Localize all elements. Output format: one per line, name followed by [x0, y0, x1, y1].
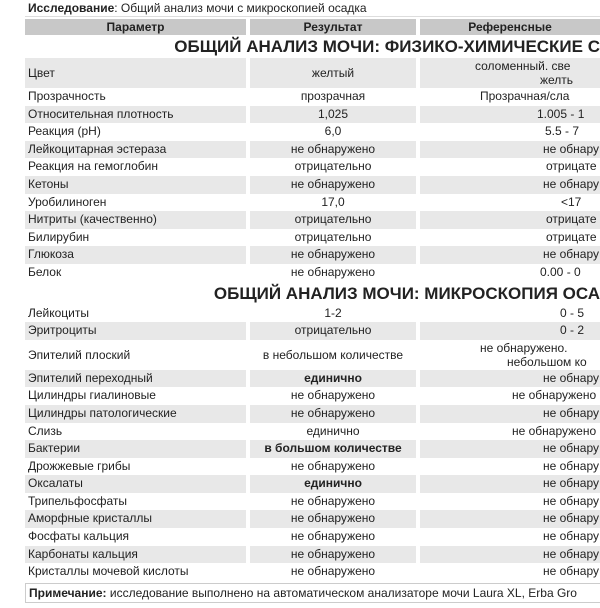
- report: [25, 0, 600, 603]
- param-cell: Кристаллы мочевой кислоты: [28, 564, 189, 579]
- table-row: [25, 194, 600, 212]
- reference-cell: [420, 563, 600, 581]
- table-row: [25, 405, 600, 423]
- reference-line: 0 - 5: [560, 305, 585, 320]
- result-cell: единично: [306, 423, 360, 438]
- reference-cell: [420, 387, 600, 405]
- reference-cell: [420, 58, 600, 88]
- reference-line: не обнару: [543, 511, 600, 526]
- table-row: [25, 158, 600, 176]
- reference-cell: [420, 264, 600, 282]
- reference-line: не обнаружено: [512, 388, 597, 403]
- param-cell: Аморфные кристаллы: [25, 510, 246, 528]
- table-row: [25, 123, 600, 141]
- result-cell: отрицательно: [294, 159, 372, 174]
- table-row: [25, 211, 600, 229]
- result-cell: прозрачная: [300, 89, 366, 103]
- param-cell: Относительная плотность: [25, 106, 246, 124]
- result-cell: 1-2: [324, 305, 342, 320]
- header-param: Параметр: [25, 19, 246, 35]
- reference-line: не обнаружено: [512, 423, 597, 438]
- param-cell: Фосфаты кальция: [28, 529, 130, 544]
- result-cell: не обнаружено: [250, 405, 416, 423]
- result-cell: не обнаружено: [290, 493, 376, 508]
- table-row: [25, 387, 600, 405]
- table-row: [25, 440, 600, 458]
- reference-line: не обнару: [543, 405, 600, 420]
- result-cell: не обнаружено: [290, 388, 376, 403]
- table-row: [25, 106, 600, 124]
- result-cell: в большом количестве: [250, 440, 416, 458]
- reference-line: не обнару: [543, 476, 600, 491]
- table-body: [25, 35, 600, 581]
- note: [25, 583, 600, 603]
- param-cell: Нитриты (качественно): [25, 211, 246, 229]
- reference-cell: [420, 475, 600, 493]
- result-cell: не обнаружено: [290, 564, 376, 579]
- param-cell: Цилиндры гиалиновые: [28, 388, 156, 403]
- table-row: [25, 322, 600, 340]
- table-row: [25, 176, 600, 194]
- study-label: Исследование: [28, 1, 115, 15]
- reference-line: не обнару: [543, 564, 600, 579]
- param-cell: Слизь: [28, 423, 63, 438]
- param-cell: Цилиндры патологические: [25, 405, 246, 423]
- param-cell: Прозрачность: [28, 89, 106, 103]
- result-cell: единично: [250, 370, 416, 388]
- param-cell: Лейкоцитарная эстераза: [25, 141, 246, 159]
- reference-line: отрицате: [546, 159, 597, 174]
- section-title: ОБЩИЙ АНАЛИЗ МОЧИ: МИКРОСКОПИЯ ОСА: [213, 283, 600, 303]
- reference-cell: [420, 229, 600, 247]
- param-cell: Цвет: [25, 58, 246, 88]
- result-cell: отрицательно: [250, 322, 416, 340]
- reference-line: отрицате: [546, 212, 597, 227]
- reference-cell: [420, 322, 600, 340]
- param-cell: Лейкоциты: [28, 305, 90, 320]
- reference-line: не обнару: [543, 176, 600, 191]
- reference-line: не обнару: [543, 493, 600, 508]
- param-cell: Реакция на гемоглобин: [28, 159, 158, 174]
- reference-line: не обнару: [543, 546, 600, 561]
- reference-line: желть: [540, 73, 574, 87]
- header-reference: Референсные: [420, 19, 600, 35]
- reference-line: не обнару: [543, 458, 600, 473]
- result-cell: 6,0: [324, 124, 342, 139]
- study-value: Общий анализ мочи с микроскопией осадка: [120, 1, 367, 15]
- table-row: [25, 493, 600, 511]
- result-cell: в небольшом количестве: [262, 347, 404, 362]
- result-cell: отрицательно: [294, 229, 372, 244]
- reference-line: 1.005 - 1: [537, 106, 585, 121]
- reference-cell: [420, 123, 600, 141]
- note-text: исследование выполнено на автоматическом анализаторе мочи Laura XL, Erba Gro: [109, 585, 577, 600]
- table-row: [25, 546, 600, 564]
- result-cell: не обнаружено: [290, 264, 376, 279]
- reference-cell: [420, 106, 600, 124]
- table-row: [25, 423, 600, 441]
- result-cell: единично: [250, 475, 416, 493]
- reference-line: 0 - 2: [560, 323, 585, 338]
- reference-cell: [420, 546, 600, 564]
- reference-cell: [420, 405, 600, 423]
- note-label: Примечание:: [29, 585, 107, 600]
- result-cell: 17,0: [321, 194, 345, 209]
- table-row: [25, 246, 600, 264]
- reference-line: не обнару: [543, 529, 600, 544]
- table-row: [25, 510, 600, 528]
- result-cell: не обнаружено: [250, 510, 416, 528]
- param-cell: Дрожжевые грибы: [28, 458, 131, 473]
- param-cell: Кетоны: [25, 176, 246, 194]
- reference-cell: [420, 528, 600, 546]
- table-row: [25, 88, 600, 106]
- result-cell: не обнаружено: [290, 458, 376, 473]
- reference-cell: [420, 370, 600, 388]
- param-cell: Эпителий переходный: [25, 370, 246, 388]
- reference-cell: [420, 211, 600, 229]
- reference-line: 5.5 - 7: [545, 124, 580, 139]
- table-row: [25, 305, 600, 323]
- reference-cell: [420, 458, 600, 476]
- reference-line: небольшом ко: [507, 354, 587, 369]
- param-cell: Реакция (pH): [28, 124, 101, 139]
- reference-line: не обнаружено.: [480, 340, 568, 355]
- reference-cell: [420, 340, 600, 370]
- result-cell: отрицательно: [250, 211, 416, 229]
- result-cell: не обнаружено: [250, 246, 416, 264]
- reference-line: соломенный. све: [475, 59, 571, 73]
- table-row: [25, 528, 600, 546]
- table-row: [25, 475, 600, 493]
- reference-cell: [420, 176, 600, 194]
- reference-cell: [420, 423, 600, 441]
- param-cell: Оксалаты: [25, 475, 246, 493]
- result-cell: не обнаружено: [250, 546, 416, 564]
- param-cell: Белок: [28, 264, 62, 279]
- param-cell: Бактерии: [25, 440, 246, 458]
- table-row: [25, 229, 600, 247]
- param-cell: Билирубин: [28, 229, 90, 244]
- reference-line: не обнару: [543, 141, 600, 156]
- reference-line: не обнару: [543, 370, 600, 385]
- result-cell: не обнаружено: [250, 176, 416, 194]
- reference-cell: [420, 158, 600, 176]
- reference-cell: [420, 440, 600, 458]
- reference-line: 0.00 - 0: [540, 264, 581, 279]
- table-header: [25, 19, 600, 35]
- table-row: [25, 458, 600, 476]
- result-cell: не обнаружено: [290, 529, 376, 544]
- result-cell: желтый: [250, 58, 416, 88]
- reference-cell: [420, 493, 600, 511]
- table-row: [25, 563, 600, 581]
- reference-cell: [420, 88, 600, 106]
- param-cell: Эпителий плоский: [28, 347, 131, 362]
- reference-line: не обнару: [543, 441, 600, 456]
- study-line: Исследование: Общий анализ мочи с микроскопией осадка: [25, 0, 600, 17]
- param-cell: Трипельфосфаты: [28, 493, 128, 508]
- reference-line: не обнару: [543, 247, 600, 262]
- table-row: [25, 340, 600, 370]
- reference-cell: [420, 246, 600, 264]
- param-cell: Уробилиноген: [28, 194, 107, 209]
- section-title: ОБЩИЙ АНАЛИЗ МОЧИ: ФИЗИКО-ХИМИЧЕСКИЕ С: [174, 37, 600, 56]
- param-cell: Глюкоза: [25, 246, 246, 264]
- param-cell: Эритроциты: [25, 322, 246, 340]
- reference-line: отрицате: [546, 229, 597, 244]
- table-row: [25, 370, 600, 388]
- table-row: [25, 264, 600, 282]
- reference-cell: [420, 194, 600, 212]
- reference-line: Прозрачная/сла: [480, 89, 570, 103]
- reference-cell: [420, 305, 600, 323]
- reference-cell: [420, 510, 600, 528]
- reference-line: <17: [561, 194, 582, 209]
- header-result: Результат: [250, 19, 416, 35]
- table-row: [25, 58, 600, 88]
- reference-cell: [420, 141, 600, 159]
- result-cell: 1,025: [250, 106, 416, 124]
- param-cell: Карбонаты кальция: [25, 546, 246, 564]
- table-row: [25, 141, 600, 159]
- result-cell: не обнаружено: [250, 141, 416, 159]
